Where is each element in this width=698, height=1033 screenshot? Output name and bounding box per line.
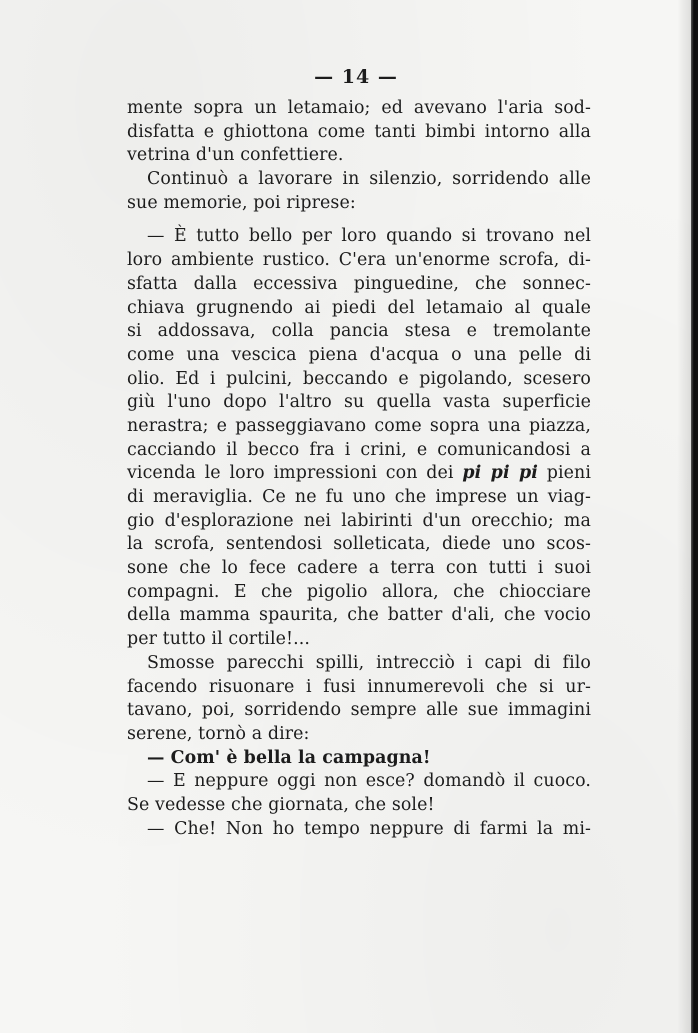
text-line: sue memorie, poi riprese: bbox=[127, 192, 356, 213]
text-line: loro ambiente rustico. C'era un'enorme scrofa, di- bbox=[127, 250, 591, 271]
text-line: facendo risuonare i fusi innumerevoli che si ur- bbox=[127, 676, 591, 697]
dialogue-line: — È tutto bello per loro quando si trovano nel bbox=[147, 226, 591, 247]
paragraph-start-line: Smosse parecchi spilli, intrecciò i capi di filo bbox=[147, 652, 591, 673]
binding-shadow bbox=[677, 0, 691, 1033]
text-line: la scrofa, sentendosi solleticata, diede uno scos- bbox=[127, 534, 591, 555]
italic-onomatopoeia: pi pi pi bbox=[462, 463, 538, 484]
text-line: come una vescica piena d'acqua o una pelle di bbox=[127, 344, 591, 365]
paragraph-start-line: Continuò a lavorare in silenzio, sorridendo alle bbox=[147, 169, 591, 190]
text-line: tavano, poi, sorridendo sempre alle sue immagini bbox=[127, 700, 591, 721]
text-line: disfatta e ghiottona come tanti bimbi intorno alla bbox=[127, 121, 591, 142]
text-line: della mamma spaurita, che batter d'ali, che vocio bbox=[127, 605, 591, 626]
body-text bbox=[127, 97, 591, 841]
text-line: Se vedesse che giornata, che sole! bbox=[127, 794, 435, 815]
text-line: si addossava, colla pancia stesa e tremolante bbox=[127, 321, 591, 342]
text-line: vetrina d'un confettiere. bbox=[127, 145, 344, 166]
text-line: cacciando il becco fra i crini, e comunicandosi a bbox=[127, 439, 591, 460]
text-line: di meraviglia. Ce ne fu uno che imprese un viag- bbox=[127, 487, 591, 507]
text-line: per tutto il cortile!... bbox=[127, 629, 310, 650]
text-segment: pieni bbox=[537, 463, 591, 484]
text-line: gio d'esplorazione nei labirinti d'un orecchio; ma bbox=[127, 510, 591, 531]
text-line: giù l'uno dopo l'altro su quella vasta superficie bbox=[127, 392, 591, 413]
dialogue-line: — E neppure oggi non esce? domandò il cuoco. bbox=[147, 771, 591, 792]
text-line: compagni. E che pigolio allora, che chiocciare bbox=[127, 581, 591, 602]
text-line-with-italic bbox=[127, 462, 591, 486]
dialogue-line: — Com' è bella la campagna! bbox=[147, 747, 431, 768]
text-segment: vicenda le loro impressioni con dei bbox=[127, 463, 463, 484]
text-line: mente sopra un letamaio; ed avevano l'aria sod- bbox=[127, 98, 591, 118]
text-line: nerastra; e passeggiavano come sopra una piazza, bbox=[127, 415, 591, 436]
page-number: — 14 — bbox=[314, 66, 398, 88]
text-line: olio. Ed i pulcini, beccando e pigolando, scesero bbox=[127, 368, 591, 389]
text-line: sfatta dalla eccessiva pinguedine, che sonnec- bbox=[127, 273, 591, 294]
book-binding-edge bbox=[691, 0, 698, 1033]
text-line: sone che lo fece cadere a terra con tutti i suoi bbox=[127, 558, 591, 579]
text-line: serene, tornò a dire: bbox=[127, 723, 310, 744]
text-line: chiava grugnendo ai piedi del letamaio al quale bbox=[127, 297, 591, 318]
dialogue-line: — Che! Non ho tempo neppure di farmi la mi- bbox=[147, 818, 591, 839]
